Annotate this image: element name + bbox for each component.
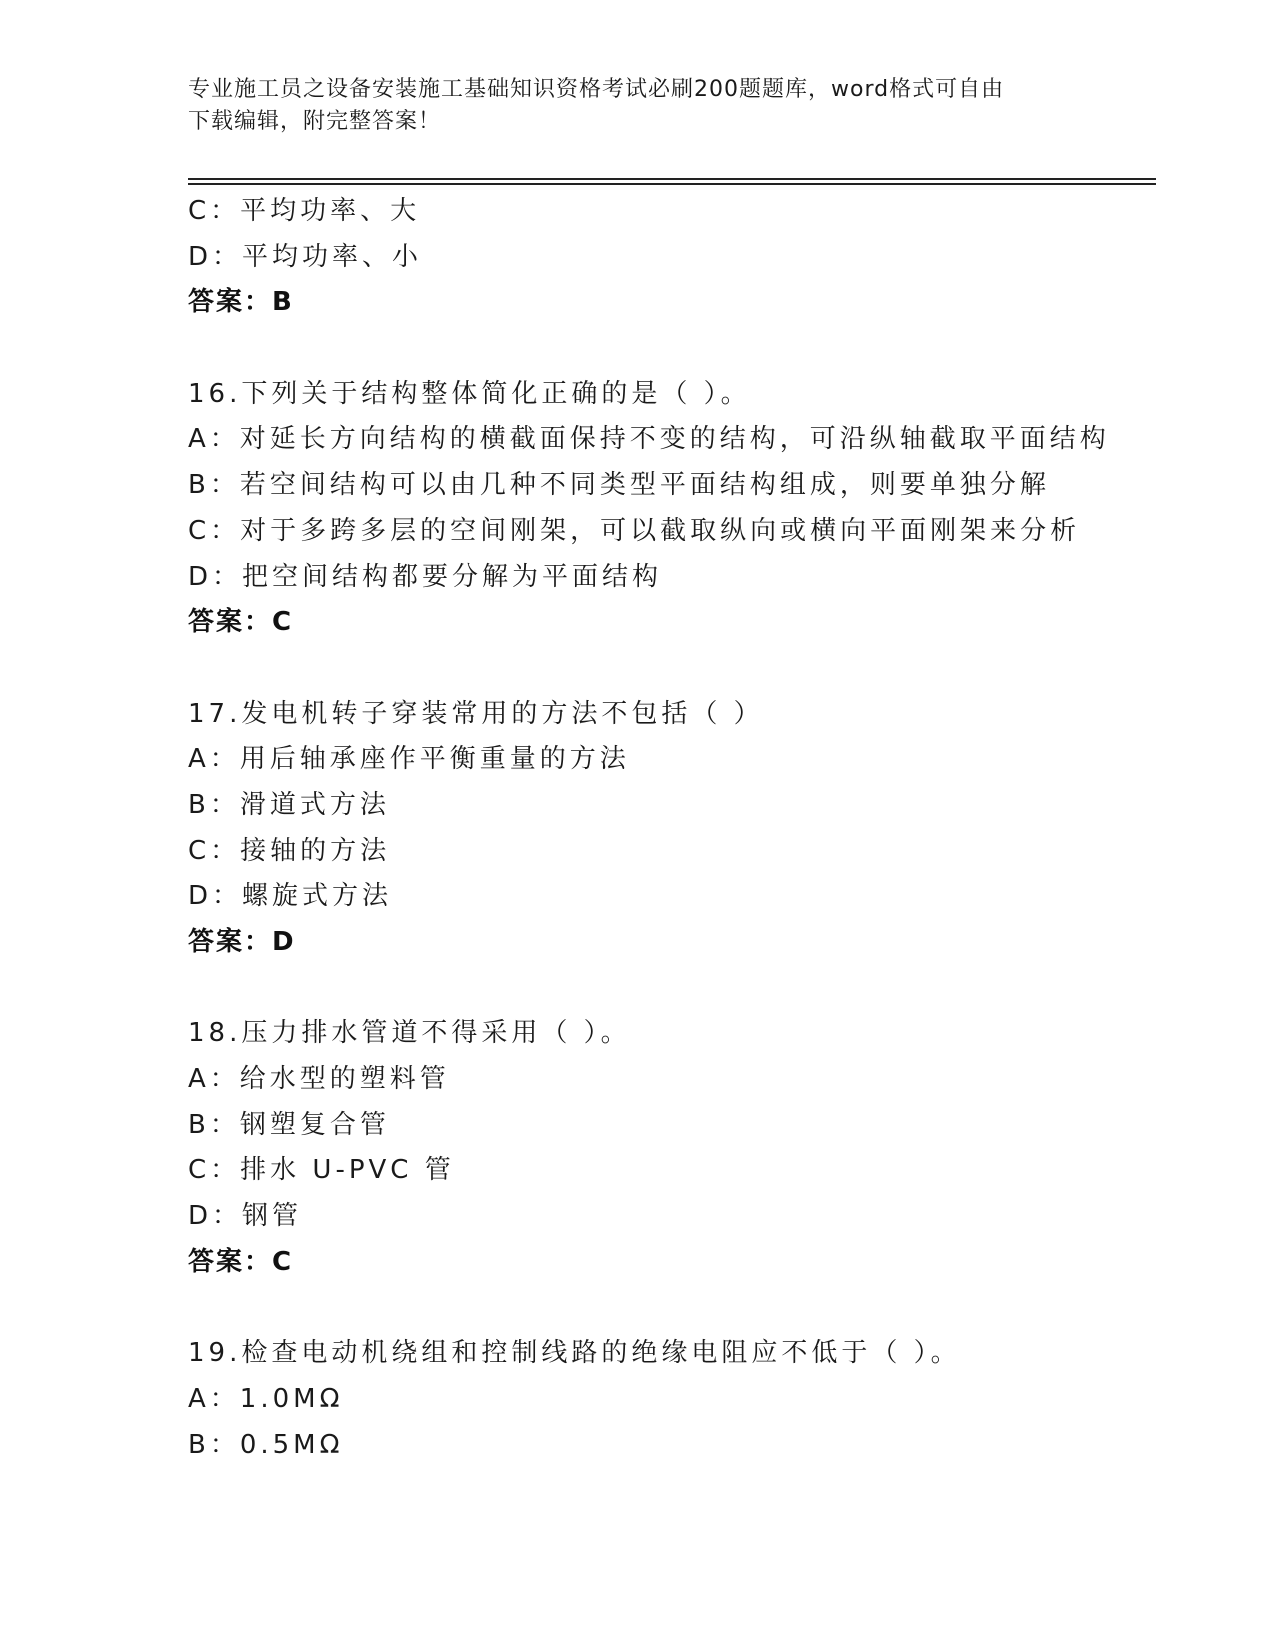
- question-stem: 17.发电机转子穿装常用的方法不包括（ ）: [188, 698, 764, 729]
- answer-label: 答案：: [188, 927, 273, 957]
- option-b: B：若空间结构可以由几种不同类型平面结构组成，则要单独分解: [188, 470, 1050, 501]
- spacer: [188, 966, 1188, 1012]
- header-divider-top: [188, 178, 1156, 180]
- answer-line: [188, 600, 1188, 646]
- option-c: C：对于多跨多层的空间刚架，可以截取纵向或横向平面刚架来分析: [188, 515, 1081, 546]
- question-stem: 16.下列关于结构整体简化正确的是（ ）。: [188, 378, 751, 409]
- option-a: A：用后轴承座作平衡重量的方法: [188, 744, 630, 775]
- question-15-tail: [188, 189, 1188, 326]
- question-18: [188, 1011, 1188, 1285]
- answer-value: B: [272, 287, 293, 318]
- question-19: [188, 1331, 1188, 1468]
- option-a: A：1.0MΩ: [188, 1383, 344, 1414]
- answer-line: [188, 1240, 1188, 1286]
- answer-value: C: [272, 1246, 293, 1277]
- answer-label: 答案：: [188, 1246, 273, 1277]
- answer-value: C: [272, 607, 293, 638]
- option-c: C：平均功率、大: [188, 196, 421, 226]
- header-line-2: 下载编辑，附完整答案！: [188, 109, 442, 134]
- answer-value: D: [272, 927, 295, 957]
- question-17: [188, 692, 1188, 966]
- answer-label: 答案：: [188, 607, 273, 638]
- question-content: [188, 189, 1188, 1468]
- answer-label: 答案：: [188, 287, 273, 318]
- answer-line: [188, 280, 1188, 326]
- document-header: [188, 74, 1068, 138]
- question-stem: 18.压力排水管道不得采用（ ）。: [188, 1018, 631, 1049]
- option-d: D：螺旋式方法: [188, 881, 393, 912]
- option-c: C：排水 U-PVC 管: [188, 1155, 455, 1186]
- option-a: A：对延长方向结构的横截面保持不变的结构，可沿纵轴截取平面结构: [188, 424, 1110, 455]
- header-line-1: 专业施工员之设备安装施工基础知识资格考试必刷200题题库，word格式可自由: [188, 77, 1005, 102]
- spacer: [188, 1286, 1188, 1332]
- option-a: A：给水型的塑料管: [188, 1064, 450, 1095]
- option-d: D：钢管: [188, 1201, 303, 1232]
- spacer: [188, 326, 1188, 372]
- question-stem: 19.检查电动机绕组和控制线路的绝缘电阻应不低于（ ）。: [188, 1338, 961, 1369]
- option-b: B：0.5MΩ: [188, 1429, 344, 1460]
- option-b: B：滑道式方法: [188, 789, 390, 820]
- question-16: [188, 372, 1188, 646]
- option-d: D：平均功率、小: [188, 241, 423, 272]
- spacer: [188, 646, 1188, 692]
- option-b: B：钢塑复合管: [188, 1109, 390, 1140]
- answer-line: [188, 920, 1188, 966]
- option-d: D：把空间结构都要分解为平面结构: [188, 561, 663, 592]
- option-c: C：接轴的方法: [188, 835, 391, 866]
- header-divider-bottom: [188, 183, 1156, 185]
